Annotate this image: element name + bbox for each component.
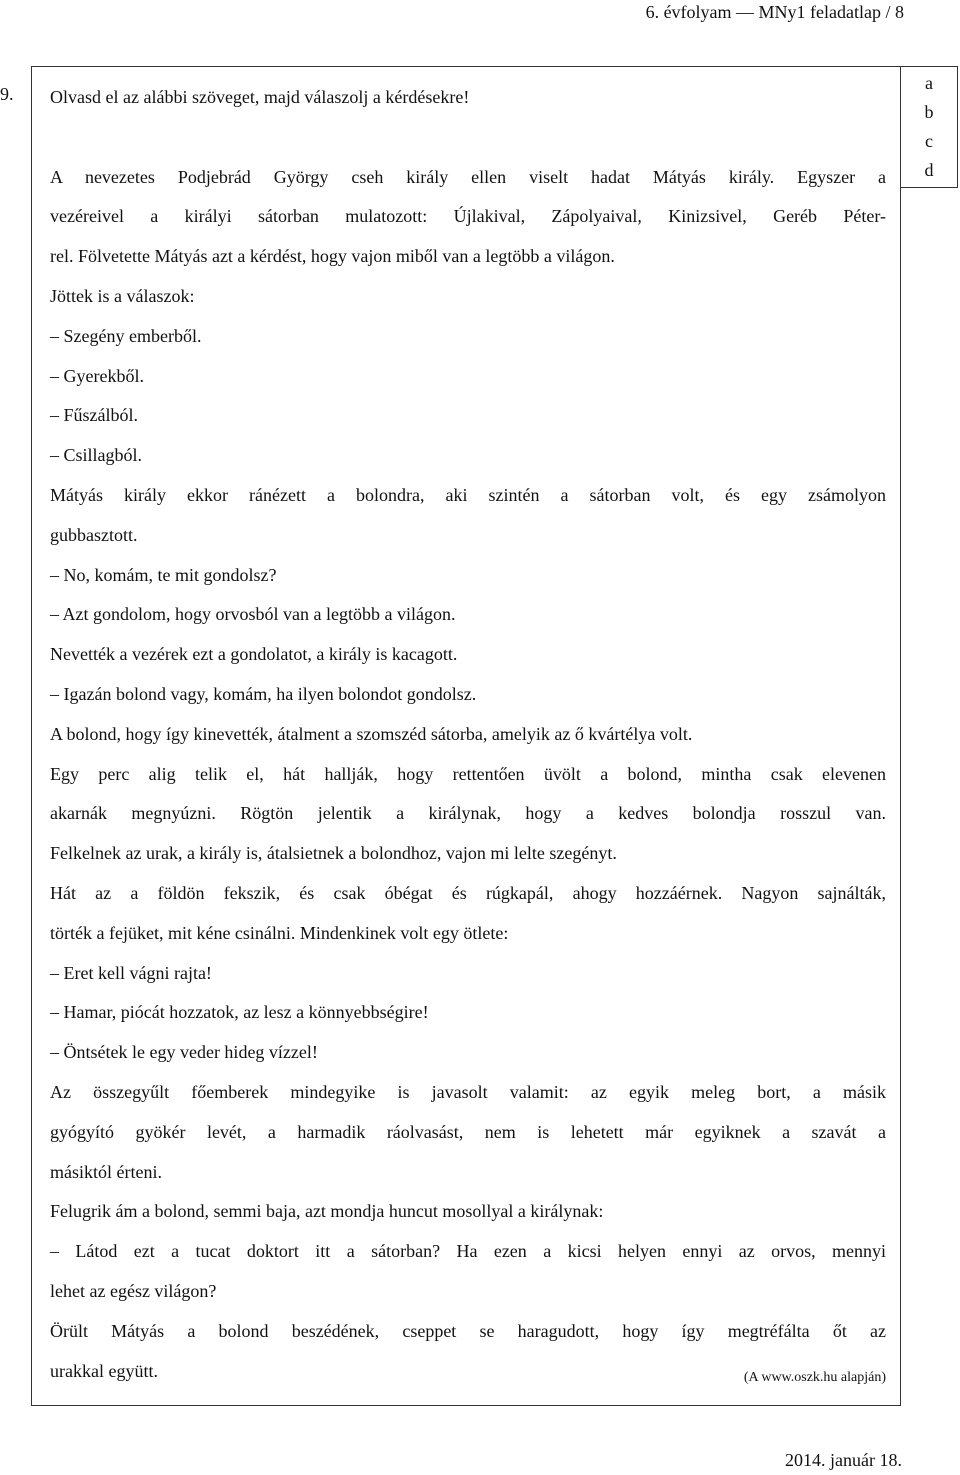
- text-line: Jöttek is a válaszok:: [50, 285, 195, 306]
- source-note: (A www.oszk.hu alapján): [743, 1370, 886, 1385]
- dialogue-line: – Látod ezt a tucat doktort itt a sátorban? Ha ezen a kicsi helyen ennyi az orvos, mennyi: [50, 1241, 886, 1262]
- text-line: A bolond, hogy így kinevették, átalment a szomszéd sátorba, amelyik az ő kvártélya volt.: [50, 723, 693, 744]
- text-line: Hát az a földön fekszik, és csak óbégat és rúgkapál, ahogy hozzáérnek. Nagyon sajnálták,: [50, 882, 886, 903]
- text-line: Egy perc alig telik el, hát hallják, hogy rettentően üvölt a bolond, mintha csak elevenen: [50, 763, 886, 784]
- dialogue-line: – Hamar, piócát hozzatok, az lesz a könnyebbségire!: [50, 1002, 429, 1023]
- dialogue-line: – Igazán bolond vagy, komám, ha ilyen bolondot gondolsz.: [50, 683, 477, 704]
- text-line: másiktól érteni.: [50, 1161, 162, 1182]
- dialogue-line: – No, komám, te mit gondolsz?: [50, 564, 277, 585]
- footer-date: 2014. január 18.: [785, 1450, 902, 1470]
- dialogue-line: – Eret kell vágni rajta!: [50, 962, 212, 983]
- text-line: Felugrik ám a bolond, semmi baja, azt mondja huncut mosollyal a királynak:: [50, 1201, 604, 1222]
- text-line: Nevették a vezérek ezt a gondolatot, a király is kacagott.: [50, 644, 458, 665]
- reading-text: [50, 78, 886, 1391]
- text-line: Mátyás király ekkor ránézett a bolondra, aki szintén a sátorban volt, és egy zsámolyon: [50, 484, 886, 505]
- text-line: lehet az egész világon?: [50, 1280, 217, 1301]
- text-line: gubbasztott.: [50, 524, 138, 545]
- text-line: törték a fejüket, mit kéne csinálni. Mindenkinek volt egy ötlete:: [50, 922, 509, 943]
- score-labels: [900, 66, 958, 188]
- text-line: Felkelnek az urak, a király is, átalsietnek a bolondhoz, vajon mi lelte szegényt.: [50, 843, 617, 864]
- score-label-c: c: [925, 131, 933, 151]
- dialogue-line: – Azt gondolom, hogy orvosból van a legtöbb a világon.: [50, 604, 456, 625]
- dialogue-line: – Öntsétek le egy veder hideg vízzel!: [50, 1042, 318, 1063]
- text-line: vezéreivel a királyi sátorban mulatozott: Újlakival, Zápolyaival, Kinizsivel, Geréb Péter-: [50, 206, 886, 227]
- text-line: rel. Fölvetette Mátyás azt a kérdést, hogy vajon miből van a legtöbb a világon.: [50, 246, 615, 267]
- text-line: Örült Mátyás a bolond beszédének, cseppet se haragudott, hogy így megtréfálta őt az: [50, 1320, 886, 1341]
- score-label-d: d: [924, 160, 934, 180]
- score-label-b: b: [924, 102, 934, 122]
- dialogue-line: – Szegény emberből.: [50, 325, 202, 346]
- dialogue-line: – Gyerekből.: [50, 365, 144, 386]
- text-line: Az összegyűlt főemberek mindegyike is javasolt valamit: az egyik meleg bort, a másik: [50, 1081, 886, 1102]
- blank-line: [50, 118, 886, 158]
- score-label-a: a: [925, 73, 933, 93]
- text-line: A nevezetes Podjebrád György cseh király ellen viselt hadat Mátyás király. Egyszer a: [50, 166, 886, 187]
- text-line: gyógyító gyökér levét, a harmadik ráolvasást, nem is lehetett már egyiknek a szavát a: [50, 1121, 886, 1142]
- task-number: 9.: [0, 84, 14, 104]
- text-line: urakkal együtt.: [50, 1360, 158, 1381]
- page-header: 6. évfolyam — MNy1 feladatlap / 8: [645, 2, 904, 22]
- dialogue-line: – Csillagból.: [50, 445, 143, 466]
- text-line: akarnák megnyúzni. Rögtön jelentik a királynak, hogy a kedves bolondja rosszul van.: [50, 803, 886, 824]
- task-instruction: Olvasd el az alábbi szöveget, majd válaszolj a kérdésekre!: [50, 87, 470, 107]
- dialogue-line: – Fűszálból.: [50, 405, 138, 426]
